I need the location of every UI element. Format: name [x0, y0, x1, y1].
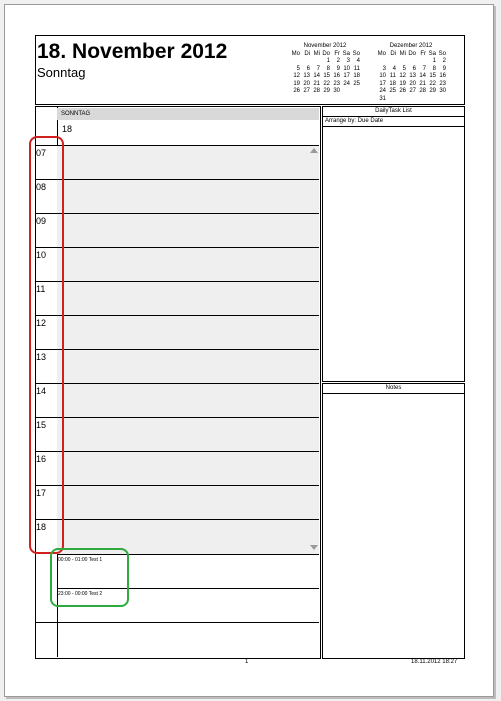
mini-calendar-day[interactable]: 3 [382, 65, 386, 72]
mini-calendar-day[interactable]: 15 [429, 73, 436, 79]
hour-label: 16 [36, 454, 47, 464]
mini-calendar-day[interactable]: 4 [392, 65, 396, 72]
mini-calendar-week [290, 58, 360, 66]
highlight-red-hours [29, 136, 64, 554]
mini-calendar-day[interactable]: 11 [389, 73, 396, 79]
mini-calendar-day[interactable]: 16 [439, 73, 446, 79]
highlight-green-events [50, 548, 129, 607]
mini-calendar-day[interactable]: 8 [432, 65, 436, 72]
mini-calendar-day[interactable]: 6 [412, 65, 416, 72]
weekday-label: Di [304, 50, 310, 57]
mini-calendar-day[interactable]: 26 [293, 88, 300, 94]
mini-calendar-day[interactable] [436, 96, 446, 104]
weekday-label: Fr [420, 50, 426, 57]
mini-calendar-day[interactable] [396, 58, 406, 66]
mini-calendar-day[interactable]: 22 [429, 80, 436, 87]
weekday-label: Mi [399, 50, 406, 57]
mini-calendar-day[interactable]: 19 [293, 80, 300, 87]
divider [35, 622, 319, 623]
time-slot[interactable] [57, 281, 319, 316]
mini-calendar-day[interactable]: 1 [432, 58, 436, 64]
mini-calendar-week [376, 66, 446, 74]
page-number: 1 [245, 659, 249, 665]
mini-calendar-day[interactable]: 23 [439, 80, 446, 87]
hour-label: 07 [36, 148, 47, 158]
time-slot[interactable] [57, 417, 319, 452]
mini-calendar-week [376, 81, 446, 89]
scroll-down-icon[interactable] [310, 545, 318, 550]
mini-calendar-day[interactable] [426, 96, 436, 104]
mini-calendar-day[interactable]: 10 [343, 65, 350, 72]
mini-calendar-day[interactable] [386, 96, 396, 104]
weekday-label: So [438, 50, 446, 57]
mini-calendar-day[interactable]: 20 [409, 80, 416, 87]
mini-calendar-day[interactable]: 28 [419, 88, 426, 94]
mini-calendar-day[interactable]: 2 [336, 58, 340, 64]
mini-calendar-november [290, 43, 360, 96]
mini-calendar-day[interactable]: 12 [293, 73, 300, 79]
hour-label: 08 [36, 182, 47, 192]
mini-calendar-day[interactable]: 25 [389, 88, 396, 94]
mini-calendar-day[interactable]: 5 [296, 65, 300, 72]
mini-calendar-day[interactable]: 30 [333, 88, 340, 94]
mini-calendar-day[interactable]: 5 [402, 65, 406, 72]
time-slot[interactable] [57, 383, 319, 418]
hour-label: 15 [36, 420, 47, 430]
mini-calendar-day[interactable]: 17 [379, 80, 386, 87]
mini-calendar-day[interactable]: 29 [323, 88, 330, 94]
time-slot[interactable] [57, 247, 319, 282]
hour-label: 12 [36, 318, 47, 328]
mini-calendar-day[interactable]: 12 [399, 73, 406, 79]
mini-calendar-day[interactable] [406, 58, 416, 66]
hour-label: 14 [36, 386, 47, 396]
weekday-label: Do [408, 50, 416, 57]
day-number: 18 [62, 124, 73, 134]
weekday-label: So [352, 50, 360, 57]
mini-calendar-week [376, 96, 446, 104]
mini-calendar-title: November 2012 [303, 43, 347, 49]
time-slot[interactable] [57, 145, 319, 180]
print-timestamp: 18.11.2012 18:27 [411, 659, 458, 665]
weekday-label: Fr [334, 50, 340, 57]
hour-label: 11 [36, 284, 46, 294]
task-list-panel [322, 106, 465, 382]
mini-calendar-day[interactable]: 4 [356, 58, 360, 64]
mini-calendar-day[interactable]: 11 [353, 65, 360, 72]
time-slot[interactable] [57, 451, 319, 486]
event-item[interactable]: 00:00 - 01:00 Test 1 [58, 557, 103, 563]
time-slot[interactable] [57, 315, 319, 350]
mini-calendar-day[interactable] [310, 58, 320, 66]
mini-calendar-day[interactable]: 6 [306, 65, 310, 72]
weekday-label: Mo [377, 50, 386, 57]
weekday-label: Di [390, 50, 396, 57]
mini-calendar-week [376, 58, 446, 66]
mini-calendar-day[interactable]: 9 [442, 65, 446, 72]
notes-panel [322, 383, 465, 659]
event-item[interactable]: 23:00 - 00:00 Test 2 [58, 591, 103, 597]
mini-calendar-day[interactable]: 21 [313, 80, 320, 87]
task-list-title: DailyTask List [323, 107, 464, 117]
notes-title: Notes [323, 384, 464, 394]
mini-calendar-day[interactable] [396, 96, 406, 104]
hour-label: 09 [36, 216, 47, 226]
mini-calendar-day[interactable]: 14 [419, 73, 426, 79]
scroll-up-icon[interactable] [310, 148, 318, 153]
hour-label: 18 [36, 522, 47, 532]
mini-calendar-weekdays [290, 51, 360, 59]
mini-calendar-day[interactable] [350, 88, 360, 96]
mini-calendar-day[interactable]: 10 [379, 73, 386, 79]
time-slot[interactable] [57, 485, 319, 520]
task-list-arrange[interactable]: Arrange by: Due Date [323, 117, 464, 127]
mini-calendar-day[interactable]: 3 [346, 58, 350, 64]
mini-calendar-day[interactable] [406, 96, 416, 104]
mini-calendar-day[interactable]: 20 [303, 80, 310, 87]
mini-calendar-day[interactable] [340, 88, 350, 96]
mini-calendar-day[interactable]: 24 [379, 88, 386, 94]
hour-label: 13 [36, 352, 47, 362]
day-header-label: SONNTAG [61, 111, 91, 117]
mini-calendar-day[interactable] [376, 58, 386, 66]
mini-calendar-december [376, 43, 446, 103]
mini-calendar-week [376, 88, 446, 96]
weekday-label: Sa [342, 50, 350, 57]
hour-label: 10 [36, 250, 47, 260]
weekday-label: Sa [428, 50, 436, 57]
mini-calendar-day[interactable]: 7 [422, 65, 426, 72]
mini-calendar-day[interactable]: 2 [442, 58, 446, 64]
mini-calendar-day[interactable]: 7 [316, 65, 320, 72]
mini-calendar-day[interactable]: 14 [313, 73, 320, 79]
mini-calendar-week [290, 81, 360, 89]
time-slot[interactable] [57, 213, 319, 248]
day-header [57, 108, 319, 120]
mini-calendar-day[interactable]: 27 [409, 88, 416, 94]
mini-calendar-day[interactable]: 13 [409, 73, 416, 79]
time-slot[interactable] [57, 179, 319, 214]
mini-calendar-day[interactable]: 1 [326, 58, 330, 64]
mini-calendar-day[interactable]: 16 [333, 73, 340, 79]
time-slot[interactable] [57, 349, 319, 384]
weekday-label: Mi [313, 50, 320, 57]
mini-calendar-day[interactable]: 23 [333, 80, 340, 87]
mini-calendar-week [290, 73, 360, 81]
mini-calendar-day[interactable]: 24 [343, 80, 350, 87]
mini-calendar-day[interactable] [416, 96, 426, 104]
mini-calendar-day[interactable]: 26 [399, 88, 406, 94]
hour-label: 17 [36, 488, 47, 498]
weekday-label: Do [322, 50, 330, 57]
mini-calendar-day[interactable]: 19 [399, 80, 406, 87]
mini-calendar-day[interactable]: 27 [303, 88, 310, 94]
mini-calendar-day[interactable]: 9 [336, 65, 340, 72]
mini-calendar-day[interactable] [386, 58, 396, 66]
date-title: 18. November 2012 [37, 40, 228, 63]
mini-calendar-day[interactable]: 29 [429, 88, 436, 94]
mini-calendar-day[interactable]: 21 [419, 80, 426, 87]
mini-calendar-day[interactable] [290, 58, 300, 66]
mini-calendar-day[interactable]: 8 [326, 65, 330, 72]
mini-calendar-day[interactable]: 17 [343, 73, 350, 79]
mini-calendar-day[interactable]: 13 [303, 73, 310, 79]
mini-calendar-week [376, 73, 446, 81]
mini-calendar-day[interactable]: 28 [313, 88, 320, 94]
mini-calendar-day[interactable]: 22 [323, 80, 330, 87]
mini-calendar-weekdays [376, 51, 446, 59]
mini-calendar-day[interactable]: 18 [353, 73, 360, 79]
mini-calendar-day[interactable]: 30 [439, 88, 446, 94]
mini-calendar-day[interactable]: 18 [389, 80, 396, 87]
mini-calendar-day[interactable]: 15 [323, 73, 330, 79]
weekday-label: Mo [291, 50, 300, 57]
mini-calendar-day[interactable] [300, 58, 310, 66]
mini-calendar-day[interactable] [416, 58, 426, 66]
mini-calendar-week [290, 88, 360, 96]
mini-calendar-title: Dezember 2012 [389, 43, 433, 49]
mini-calendar-day[interactable]: 31 [379, 95, 386, 102]
weekday-subtitle: Sonntag [37, 65, 86, 80]
mini-calendar-week [290, 66, 360, 74]
mini-calendar-day[interactable]: 25 [353, 80, 360, 87]
